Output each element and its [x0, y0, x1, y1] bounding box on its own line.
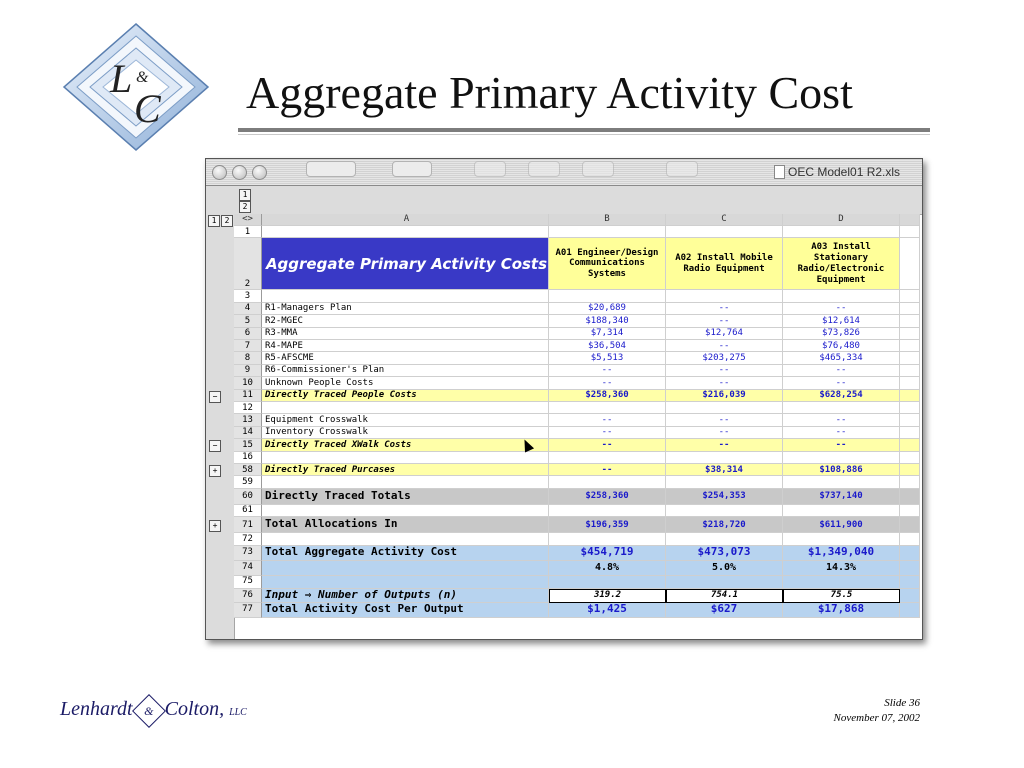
row-number[interactable]: 58 [234, 464, 262, 476]
expand-group-button[interactable]: + [209, 465, 221, 477]
sheet-row [234, 328, 920, 340]
sheet-row [234, 561, 920, 576]
cell-e[interactable] [900, 576, 920, 589]
sheet-row [234, 377, 920, 389]
sheet-row [234, 427, 920, 439]
cell-a[interactable] [262, 533, 549, 545]
cell-b[interactable]: $188,340 [549, 315, 666, 327]
cell-e[interactable] [900, 464, 920, 476]
row-number[interactable]: 4 [234, 303, 262, 315]
cell-c[interactable]: -- [666, 365, 783, 377]
cell-d[interactable] [783, 576, 900, 589]
cell-c[interactable]: 754.1 [666, 589, 783, 603]
row-outline-level-1-button[interactable]: 1 [208, 215, 220, 227]
cell-d[interactable] [783, 476, 900, 488]
cell-a[interactable]: R6-Commissioner's Plan [262, 365, 549, 377]
row-number[interactable]: 1 [234, 226, 262, 238]
column-outline-bar [234, 186, 922, 215]
cell-e[interactable] [900, 546, 920, 561]
cell-c[interactable]: -- [666, 315, 783, 327]
cell-b[interactable] [549, 452, 666, 464]
slide-title: Aggregate Primary Activity Cost [246, 67, 853, 118]
row-number[interactable]: 3 [234, 290, 262, 302]
cell-b[interactable] [549, 226, 666, 238]
column-header-c[interactable]: C [666, 214, 783, 226]
logo-letter-l: L [110, 56, 133, 101]
cell-b[interactable]: $1,425 [549, 603, 666, 618]
lc-logo [62, 22, 210, 152]
cell-b[interactable]: $7,314 [549, 328, 666, 340]
cell-e[interactable] [900, 439, 920, 451]
collapse-group-button[interactable]: − [209, 440, 221, 452]
cell-e[interactable] [900, 589, 920, 603]
cell-d[interactable]: -- [783, 439, 900, 451]
cell-e[interactable] [900, 328, 920, 340]
toolbar-button[interactable] [392, 161, 432, 177]
row-number[interactable]: 13 [234, 414, 262, 426]
cell-a[interactable]: R4-MAPE [262, 340, 549, 352]
cell-d[interactable]: $628,254 [783, 390, 900, 402]
toolbar-button[interactable] [528, 161, 560, 177]
collapse-group-button[interactable]: − [209, 391, 221, 403]
sheet-row [234, 340, 920, 352]
cell-b[interactable]: $454,719 [549, 546, 666, 561]
cell-d[interactable]: $465,334 [783, 352, 900, 364]
row-number[interactable]: 8 [234, 352, 262, 364]
cell-a[interactable]: R5-AFSCME [262, 352, 549, 364]
cell-c[interactable]: -- [666, 303, 783, 315]
window-title-bar [206, 159, 922, 186]
cell-b[interactable] [549, 576, 666, 589]
excel-window [205, 158, 923, 640]
cell-e[interactable] [900, 303, 920, 315]
sheet-row [234, 452, 920, 464]
column-header-e[interactable] [900, 214, 920, 226]
cell-d[interactable] [783, 533, 900, 545]
row-number[interactable]: 11 [234, 390, 262, 402]
cell-b[interactable]: -- [549, 427, 666, 439]
sheet-row [234, 390, 920, 402]
cell-a[interactable]: Input ⇒ Number of Outputs (n) [262, 589, 549, 603]
cell-e[interactable] [900, 476, 920, 488]
cell-b[interactable]: 4.8% [549, 561, 666, 576]
sheet-row [234, 546, 920, 561]
title-underline [238, 128, 930, 132]
cell-e[interactable] [900, 226, 920, 238]
cell-c[interactable] [666, 533, 783, 545]
cell-c[interactable]: $473,073 [666, 546, 783, 561]
cell-c[interactable]: $203,275 [666, 352, 783, 364]
column-header-row [234, 214, 920, 226]
logo-letter-c: C [134, 86, 161, 131]
cell-a[interactable]: R2-MGEC [262, 315, 549, 327]
cell-b[interactable]: $258,360 [549, 489, 666, 505]
cell-d[interactable]: -- [783, 427, 900, 439]
cell-c[interactable]: $38,314 [666, 464, 783, 476]
cell-d[interactable]: $17,868 [783, 603, 900, 618]
sheet-row [234, 439, 920, 451]
row-number[interactable]: 73 [234, 546, 262, 561]
sheet-row [234, 589, 920, 603]
sheet-row [234, 414, 920, 426]
toolbar-button[interactable] [474, 161, 506, 177]
header-row-2 [234, 238, 920, 290]
cell-b[interactable]: -- [549, 365, 666, 377]
cell-d[interactable] [783, 402, 900, 414]
column-header-a[interactable]: A [262, 214, 549, 226]
cell-e[interactable] [900, 452, 920, 464]
cell-b[interactable]: -- [549, 377, 666, 389]
cell-b[interactable] [549, 533, 666, 545]
cell-c[interactable] [666, 505, 783, 517]
document-icon [774, 165, 785, 179]
footer-amp-diamond: & [132, 694, 166, 728]
cell-d[interactable] [783, 226, 900, 238]
cell-e[interactable] [900, 505, 920, 517]
cell-a[interactable]: Total Aggregate Activity Cost [262, 546, 549, 561]
row-number[interactable]: 61 [234, 505, 262, 517]
footer-company-logo [60, 698, 247, 723]
cell-b[interactable]: -- [549, 464, 666, 476]
cell-d[interactable]: 75.5 [783, 589, 900, 603]
cell-e[interactable] [900, 561, 920, 576]
cell-a[interactable] [262, 290, 549, 302]
cell-b[interactable]: $36,504 [549, 340, 666, 352]
sheet-row [234, 505, 920, 517]
cell-a[interactable] [262, 226, 549, 238]
cell-a[interactable]: R1-Managers Plan [262, 303, 549, 315]
cell-a[interactable] [262, 576, 549, 589]
cell-b[interactable]: $196,359 [549, 517, 666, 533]
cell-d[interactable]: $1,349,040 [783, 546, 900, 561]
cell-d[interactable] [783, 290, 900, 302]
cell-d[interactable]: $108,886 [783, 464, 900, 476]
footer-company-right: Colton, [164, 698, 225, 720]
cell-c[interactable]: 5.0% [666, 561, 783, 576]
zoom-window-button[interactable] [252, 165, 267, 180]
sheet-row [234, 303, 920, 315]
cell-d[interactable]: $73,826 [783, 328, 900, 340]
cell-b[interactable]: $5,513 [549, 352, 666, 364]
cell-e[interactable] [900, 603, 920, 618]
sheet-row [234, 489, 920, 505]
sheet-row [234, 226, 920, 238]
row-number[interactable]: 14 [234, 427, 262, 439]
cell-d[interactable]: -- [783, 365, 900, 377]
cell-c[interactable]: $254,353 [666, 489, 783, 505]
row-number[interactable]: 10 [234, 377, 262, 389]
cell-a[interactable]: Equipment Crosswalk [262, 414, 549, 426]
window-file-name: OEC Model01 R2.xls [788, 165, 901, 179]
cell-c[interactable]: $218,720 [666, 517, 783, 533]
cell-c[interactable]: -- [666, 414, 783, 426]
cell-e[interactable] [900, 377, 920, 389]
cell-b[interactable] [549, 402, 666, 414]
cell-e[interactable] [900, 517, 920, 533]
cell-d[interactable]: $76,480 [783, 340, 900, 352]
sheet-row [234, 315, 920, 327]
toolbar-button[interactable] [582, 161, 614, 177]
cell-c[interactable]: -- [666, 377, 783, 389]
cell-c[interactable]: -- [666, 427, 783, 439]
cell-a-title[interactable]: Aggregate Primary Activity Costs [262, 238, 549, 290]
cell-b[interactable]: $20,689 [549, 303, 666, 315]
cell-c[interactable] [666, 576, 783, 589]
sheet-row [234, 533, 920, 545]
cell-d[interactable]: 14.3% [783, 561, 900, 576]
column-header-d[interactable]: D [783, 214, 900, 226]
footer-company-llc: LLC [229, 707, 247, 718]
row-number[interactable]: 72 [234, 533, 262, 545]
cell-d[interactable]: $12,614 [783, 315, 900, 327]
cell-e[interactable] [900, 390, 920, 402]
cell-a[interactable]: Total Allocations In [262, 517, 549, 533]
cell-c[interactable] [666, 226, 783, 238]
cell-b[interactable]: $258,360 [549, 390, 666, 402]
row-number[interactable]: 74 [234, 561, 262, 576]
sheet-row [234, 576, 920, 589]
sheet-row [234, 464, 920, 476]
row-outline-bar [206, 186, 235, 639]
cell-c[interactable] [666, 290, 783, 302]
row-number[interactable]: 5 [234, 315, 262, 327]
slide-date: November 07, 2002 [833, 712, 920, 724]
sheet-row [234, 402, 920, 414]
close-window-button[interactable] [212, 165, 227, 180]
footer-company-left: Lenhardt [60, 698, 133, 720]
cell-a[interactable]: Directly Traced People Costs [262, 390, 549, 402]
column-header-b[interactable]: B [549, 214, 666, 226]
cell-a[interactable]: Total Activity Cost Per Output [262, 603, 549, 618]
sheet-row [234, 476, 920, 488]
row-number[interactable]: 60 [234, 489, 262, 505]
outline-level-1-button[interactable]: 1 [239, 189, 251, 201]
sheet-row [234, 517, 920, 533]
cell-a[interactable]: Directly Traced Purcases [262, 464, 549, 476]
row-number[interactable]: 12 [234, 402, 262, 414]
cell-a[interactable] [262, 476, 549, 488]
sheet-row [234, 365, 920, 377]
cell-e[interactable] [900, 427, 920, 439]
cell-b[interactable]: 319.2 [549, 589, 666, 603]
cell-b-activity-header[interactable]: A01 Engineer/Design Communications Systems [549, 238, 666, 290]
cell-c[interactable]: $216,039 [666, 390, 783, 402]
cell-c[interactable]: $12,764 [666, 328, 783, 340]
minimize-window-button[interactable] [232, 165, 247, 180]
row-number[interactable]: 9 [234, 365, 262, 377]
row-number[interactable]: 16 [234, 452, 262, 464]
cell-d[interactable]: -- [783, 414, 900, 426]
cell-c[interactable]: $627 [666, 603, 783, 618]
cell-a[interactable] [262, 452, 549, 464]
cell-a[interactable]: Directly Traced XWalk Costs [262, 439, 549, 451]
cell-d[interactable] [783, 452, 900, 464]
row-number[interactable]: 59 [234, 476, 262, 488]
row-number[interactable]: 7 [234, 340, 262, 352]
cell-e[interactable] [900, 402, 920, 414]
cell-c[interactable]: -- [666, 340, 783, 352]
cell-b[interactable]: -- [549, 439, 666, 451]
cell-d[interactable] [783, 505, 900, 517]
cell-e[interactable] [900, 414, 920, 426]
outline-level-2-button[interactable]: 2 [239, 201, 251, 213]
cell-b[interactable]: -- [549, 414, 666, 426]
select-all-corner[interactable]: <> [234, 214, 262, 226]
cell-c[interactable] [666, 452, 783, 464]
logo-letter-amp: & [136, 69, 149, 86]
expand-group-button[interactable]: + [209, 520, 221, 532]
row-number[interactable]: 75 [234, 576, 262, 589]
cell-d[interactable]: -- [783, 303, 900, 315]
row-number[interactable]: 77 [234, 603, 262, 618]
cell-c[interactable] [666, 402, 783, 414]
cell-e[interactable] [900, 489, 920, 505]
cell-d-activity-header[interactable]: A03 Install Stationary Radio/Electronic Equipment [783, 238, 900, 290]
sheet-row [234, 290, 920, 302]
cell-e[interactable] [900, 365, 920, 377]
cell-d[interactable]: $611,900 [783, 517, 900, 533]
cell-a[interactable] [262, 561, 549, 576]
sheet-row [234, 603, 920, 618]
cell-a[interactable]: Directly Traced Totals [262, 489, 549, 505]
title-underline-shadow [238, 134, 930, 135]
row-outline-level-2-button[interactable]: 2 [221, 215, 233, 227]
sheet-row [234, 352, 920, 364]
cell-a[interactable] [262, 505, 549, 517]
row-number[interactable]: 76 [234, 589, 262, 603]
slide-number: Slide 36 [884, 697, 920, 709]
cell-d[interactable]: -- [783, 377, 900, 389]
cell-a[interactable]: Unknown People Costs [262, 377, 549, 389]
row-number[interactable]: 6 [234, 328, 262, 340]
cell-a[interactable]: R3-MMA [262, 328, 549, 340]
toolbar-button[interactable] [306, 161, 356, 177]
cell-e[interactable] [900, 290, 920, 302]
cell-a[interactable]: Inventory Crosswalk [262, 427, 549, 439]
cell-b[interactable] [549, 290, 666, 302]
cell-e[interactable] [900, 352, 920, 364]
cell-e[interactable] [900, 533, 920, 545]
row-number[interactable]: 2 [234, 238, 262, 290]
row-number[interactable]: 15 [234, 439, 262, 451]
cell-e[interactable] [900, 238, 920, 290]
cell-b[interactable] [549, 476, 666, 488]
cell-c[interactable]: -- [666, 439, 783, 451]
cell-e[interactable] [900, 315, 920, 327]
cell-c-activity-header[interactable]: A02 Install Mobile Radio Equipment [666, 238, 783, 290]
cell-a[interactable] [262, 402, 549, 414]
row-number[interactable]: 71 [234, 517, 262, 533]
cell-d[interactable]: $737,140 [783, 489, 900, 505]
cell-e[interactable] [900, 340, 920, 352]
cell-c[interactable] [666, 476, 783, 488]
toolbar-button[interactable] [666, 161, 698, 177]
cell-b[interactable] [549, 505, 666, 517]
